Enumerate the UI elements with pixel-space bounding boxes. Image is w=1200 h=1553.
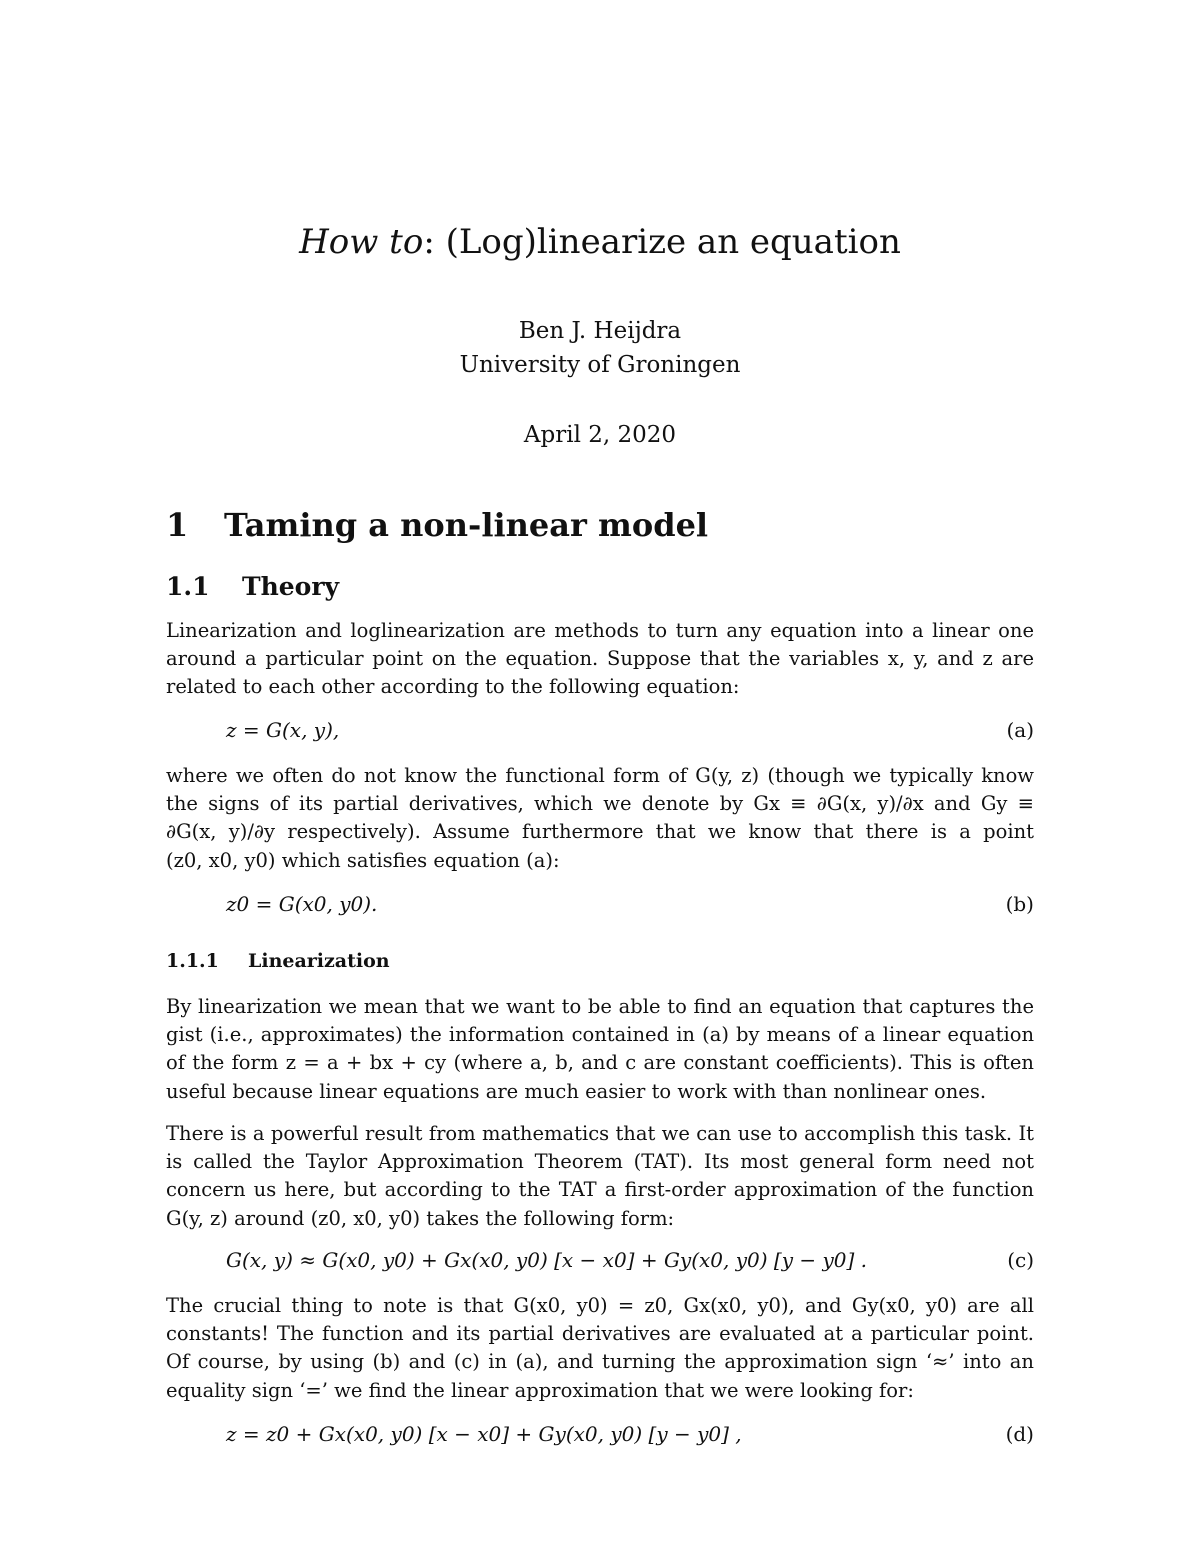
text-line: the signs of its partial derivatives, which we denote by Gx ≡ ∂G(x, y)/∂x and Gy ≡ — [166, 792, 1034, 816]
equation-b — [226, 892, 1034, 922]
equation-expression: z0 = G(x0, y0). — [226, 892, 378, 916]
equation-label: (b) — [1005, 892, 1034, 916]
text-line: useful because linear equations are much easier to work with than nonlinear ones. — [166, 1079, 987, 1103]
equation-c — [226, 1248, 1034, 1278]
subsubsection-number: 1.1.1 — [166, 950, 219, 972]
text-line: The crucial thing to note is that G(x0, y0) = z0, Gx(x0, y0), and Gy(x0, y0) are all — [166, 1294, 1034, 1317]
text-line: constants! The function and its partial derivatives are evaluated at a particular point. — [166, 1322, 1034, 1346]
text-line: Linearization and loglinearization are methods to turn any equation into a linear one — [166, 619, 1034, 642]
subsection-number: 1.1 — [166, 572, 210, 601]
paragraph-3 — [166, 993, 1034, 1106]
text-line: concern us here, but according to the TAT a first-order approximation of the function — [166, 1178, 1034, 1202]
text-line: around a particular point on the equation. Suppose that the variables x, y, and z are — [166, 647, 1034, 671]
text-line: of the form z = a + bx + cy (where a, b, and c are constant coefficients). This is often — [166, 1051, 1034, 1075]
paper-date: April 2, 2020 — [523, 422, 677, 448]
text-line: where we often do not know the functional form of G(y, z) (though we typically know — [166, 764, 1034, 787]
equation-a — [226, 718, 1034, 748]
paragraph-1 — [166, 617, 1034, 702]
paragraph-5 — [166, 1292, 1034, 1405]
section-number: 1 — [166, 506, 189, 544]
author-name: Ben J. Heijdra — [518, 318, 682, 344]
text-line: (z0, x0, y0) which satisfies equation (a): — [166, 848, 560, 872]
equation-label: (d) — [1005, 1422, 1034, 1446]
subsection-title: Theory — [242, 572, 340, 601]
subsection-heading — [166, 572, 339, 601]
title-rest: : (Log)linearize an equation — [423, 222, 901, 262]
text-line: related to each other according to the following equation: — [166, 675, 740, 699]
paragraph-4 — [166, 1120, 1034, 1233]
paragraph-2 — [166, 762, 1034, 875]
title-italic-part: How to — [299, 222, 424, 262]
subsubsection-title: Linearization — [248, 950, 390, 972]
text-line: ∂G(x, y)/∂y respectively). Assume furthermore that we know that there is a point — [166, 820, 1034, 844]
section-title: Taming a non-linear model — [224, 506, 709, 544]
author-affiliation: University of Groningen — [459, 352, 741, 378]
text-line: G(y, z) around (z0, x0, y0) takes the following form: — [166, 1206, 675, 1230]
paper-title — [0, 222, 1200, 262]
equation-expression: z = z0 + Gx(x0, y0) [x − x0] + Gy(x0, y0) [y − y0] , — [226, 1422, 742, 1446]
equation-d — [226, 1422, 1034, 1452]
equation-label: (c) — [1007, 1248, 1034, 1272]
text-line: There is a powerful result from mathematics that we can use to accomplish this task. It — [166, 1122, 1034, 1145]
subsubsection-heading — [166, 950, 390, 972]
equation-expression: z = G(x, y), — [226, 718, 340, 742]
text-line: is called the Taylor Approximation Theorem (TAT). Its most general form need not — [166, 1150, 1034, 1174]
text-line: Of course, by using (b) and (c) in (a), and turning the approximation sign ‘≈’ into an — [166, 1350, 1034, 1374]
text-line: By linearization we mean that we want to be able to find an equation that captures the — [166, 995, 1034, 1018]
equation-label: (a) — [1006, 718, 1034, 742]
section-heading — [166, 506, 708, 544]
text-line: gist (i.e., approximates) the information contained in (a) by means of a linear equation — [166, 1023, 1034, 1047]
equation-expression: G(x, y) ≈ G(x0, y0) + Gx(x0, y0) [x − x0] + Gy(x0, y0) [y − y0] . — [226, 1248, 868, 1272]
text-line: equality sign ‘=’ we find the linear approximation that we were looking for: — [166, 1378, 914, 1402]
